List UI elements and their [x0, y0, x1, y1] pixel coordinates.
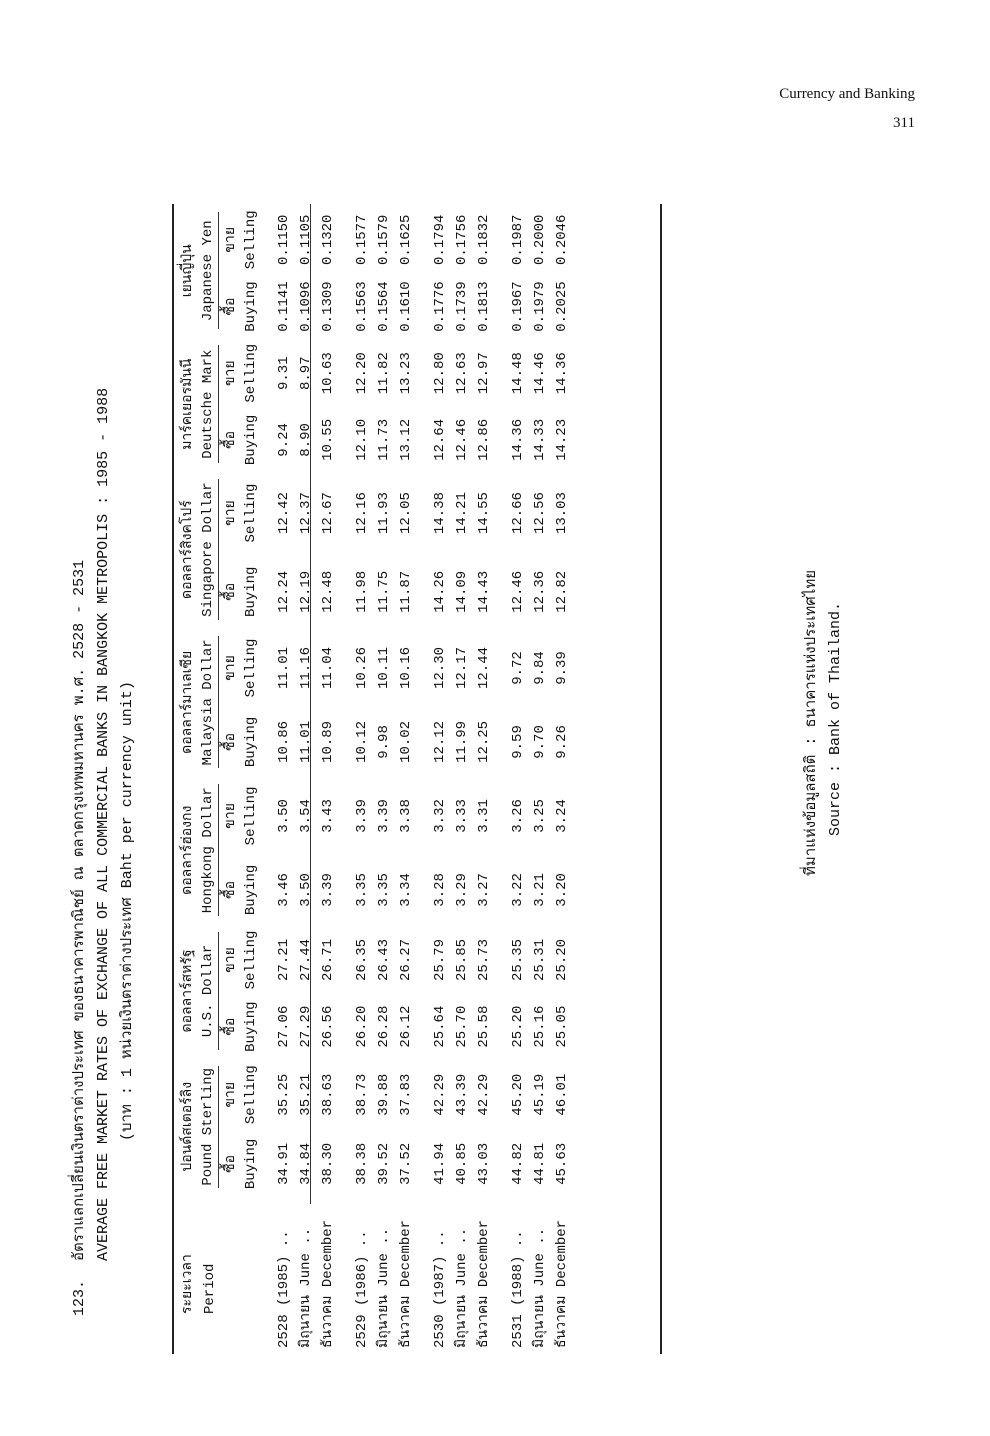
buying-rate-cell: 12.46 — [510, 570, 526, 613]
selling-rate-cell: 27.21 — [276, 938, 292, 981]
currency-header-thai: ดอลลาร์สหรัฐ — [180, 949, 196, 1033]
selling-rate-cell: 3.31 — [476, 799, 492, 833]
selling-rate-cell: 0.1579 — [376, 214, 392, 265]
buying-rate-cell: 12.10 — [354, 418, 370, 461]
buying-rate-cell: 13.12 — [398, 418, 414, 461]
buying-rate-cell: 11.99 — [454, 720, 470, 763]
buying-rate-cell: 3.27 — [476, 873, 492, 907]
buying-rate-cell: 3.29 — [454, 873, 470, 907]
buying-rate-cell: 43.03 — [476, 1142, 492, 1185]
buying-rate-cell: 10.89 — [320, 720, 336, 763]
buying-rate-cell: 12.25 — [476, 720, 492, 763]
buying-rate-cell: 11.75 — [376, 570, 392, 613]
selling-rate-cell: 35.25 — [276, 1073, 292, 1116]
page-number: 311 — [893, 114, 915, 131]
selling-rate-cell: 12.56 — [532, 492, 548, 535]
buying-rate-cell: 11.87 — [398, 570, 414, 613]
table-body — [261, 204, 573, 1354]
buying-rate-cell: 3.20 — [554, 873, 570, 907]
buying-rate-cell: 3.21 — [532, 873, 548, 907]
selling-rate-cell: 0.2000 — [532, 214, 548, 265]
selling-rate-cell: 12.37 — [298, 492, 314, 535]
buying-rate-cell: 3.50 — [298, 873, 314, 907]
selling-rate-cell: 0.1320 — [320, 214, 336, 265]
period-cell: มิถุนายน June .. — [532, 1227, 548, 1348]
buying-rate-cell: 0.1563 — [354, 281, 370, 332]
buying-rate-cell: 12.36 — [532, 570, 548, 613]
selling-rate-cell: 12.20 — [354, 352, 370, 395]
currency-header-thai: ปอนด์สเตอร์ลิง — [180, 1081, 196, 1172]
sell-label: Selling — [243, 343, 259, 403]
sell-label: Selling — [243, 1065, 259, 1125]
buying-rate-cell: 12.82 — [554, 570, 570, 613]
selling-rate-cell: 25.20 — [554, 938, 570, 981]
selling-rate-cell: 9.31 — [276, 356, 292, 391]
buying-rate-cell: 27.29 — [298, 1005, 314, 1048]
buying-rate-cell: 12.12 — [432, 720, 448, 763]
sell-label: Selling — [243, 638, 259, 698]
currency-header-thai: ดอลลาร์สิงคโปร์ — [180, 500, 196, 599]
currency-header-thai: ดอลลาร์ฮ่องกง — [180, 805, 196, 895]
buying-rate-cell: 25.05 — [554, 1005, 570, 1048]
buying-rate-cell: 3.39 — [320, 873, 336, 907]
header-row-english — [198, 204, 221, 1354]
selling-rate-cell: 9.39 — [554, 651, 570, 685]
selling-rate-cell: 12.42 — [276, 492, 292, 535]
currency-name: Deutsche Mark — [200, 349, 216, 459]
sell-label-thai: ขาย — [223, 947, 239, 973]
selling-rate-cell: 26.35 — [354, 938, 370, 981]
selling-rate-cell: 3.24 — [554, 799, 570, 833]
spacer-cell — [417, 204, 429, 1354]
buying-rate-cell: 0.1979 — [532, 281, 548, 332]
table-row — [451, 204, 473, 1354]
currency-name: Singapore Dollar — [200, 482, 216, 617]
buy-label: Buying — [243, 566, 259, 618]
selling-rate-cell: 11.82 — [376, 352, 392, 395]
buying-rate-cell: 3.35 — [354, 873, 370, 907]
buy-label-thai: ซื้อ — [223, 1154, 239, 1173]
selling-rate-cell: 9.84 — [532, 651, 548, 685]
buying-rate-cell: 0.1776 — [432, 281, 448, 332]
currency-underline — [218, 345, 219, 462]
buying-rate-cell: 25.64 — [432, 1005, 448, 1048]
selling-rate-cell: 12.17 — [454, 646, 470, 689]
table-row — [473, 204, 495, 1354]
table-row — [551, 204, 573, 1354]
selling-rate-cell: 25.73 — [476, 938, 492, 981]
spacer-cell — [339, 204, 351, 1354]
selling-rate-cell: 25.35 — [510, 938, 526, 981]
buying-rate-cell: 26.20 — [354, 1005, 370, 1048]
buying-rate-cell: 26.12 — [398, 1005, 414, 1048]
selling-rate-cell: 14.46 — [532, 352, 548, 395]
currency-underline — [218, 784, 219, 916]
period-cell: 2529 (1986) .. — [354, 1230, 370, 1348]
buying-rate-cell: 14.09 — [454, 570, 470, 613]
selling-rate-cell: 11.93 — [376, 492, 392, 535]
selling-rate-cell: 43.39 — [454, 1073, 470, 1116]
buying-rate-cell: 25.20 — [510, 1005, 526, 1048]
buying-rate-cell: 0.1610 — [398, 281, 414, 332]
currency-header-thai: ดอลลาร์มาเลเซีย — [180, 650, 196, 754]
buy-label-thai: ซื้อ — [223, 1017, 239, 1036]
buying-rate-cell: 10.02 — [398, 720, 414, 763]
selling-rate-cell: 0.1577 — [354, 214, 370, 265]
buy-label-thai: ซื้อ — [223, 880, 239, 899]
buying-rate-cell: 9.26 — [554, 725, 570, 759]
buying-rate-cell: 14.43 — [476, 570, 492, 613]
buying-rate-cell: 39.52 — [376, 1142, 392, 1185]
sell-label-thai: ขาย — [223, 655, 239, 681]
period-cell: มิถุนายน June .. — [376, 1227, 392, 1348]
selling-rate-cell: 12.63 — [454, 352, 470, 395]
buying-rate-cell: 25.58 — [476, 1005, 492, 1048]
buying-rate-cell: 12.19 — [298, 570, 314, 613]
period-cell: มิถุนายน June .. — [454, 1227, 470, 1348]
selling-rate-cell: 14.38 — [432, 492, 448, 535]
buying-rate-cell: 0.1141 — [276, 281, 292, 332]
buying-rate-cell: 10.12 — [354, 720, 370, 763]
buying-rate-cell: 14.26 — [432, 570, 448, 613]
buying-rate-cell: 8.90 — [298, 423, 314, 457]
buying-rate-cell: 34.84 — [298, 1142, 314, 1185]
currency-underline — [218, 479, 219, 620]
sell-label: Selling — [243, 786, 259, 846]
sell-label-thai: ขาย — [223, 226, 239, 253]
buying-rate-cell: 34.91 — [276, 1142, 292, 1185]
selling-rate-cell: 26.43 — [376, 938, 392, 981]
buying-rate-cell: 3.28 — [432, 873, 448, 907]
selling-rate-cell: 12.66 — [510, 492, 526, 535]
sell-label-thai: ขาย — [223, 360, 239, 387]
selling-rate-cell: 27.44 — [298, 938, 314, 981]
selling-rate-cell: 0.1756 — [454, 214, 470, 265]
buying-rate-cell: 0.1096 — [298, 281, 314, 332]
selling-rate-cell: 0.1150 — [276, 214, 292, 265]
buying-rate-cell: 12.86 — [476, 418, 492, 461]
currency-header-english — [198, 337, 221, 470]
buying-rate-cell: 9.59 — [510, 725, 526, 759]
buy-label: Buying — [243, 414, 259, 466]
table-row — [351, 204, 373, 1354]
buying-rate-cell: 27.06 — [276, 1005, 292, 1048]
selling-rate-cell: 9.72 — [510, 651, 526, 685]
selling-rate-cell: 3.26 — [510, 799, 526, 833]
table-row — [373, 204, 395, 1354]
section-title: Currency and Banking — [779, 86, 915, 102]
buying-rate-cell: 0.2025 — [554, 281, 570, 332]
sell-label-thai: ขาย — [223, 803, 239, 829]
buying-rate-cell: 25.16 — [532, 1005, 548, 1048]
selling-rate-cell: 11.16 — [298, 646, 314, 689]
sell-label-thai: ขาย — [223, 1081, 239, 1108]
selling-rate-cell: 3.38 — [398, 799, 414, 833]
buying-rate-cell: 3.46 — [276, 873, 292, 907]
selling-rate-cell: 25.79 — [432, 938, 448, 981]
selling-rate-cell: 39.88 — [376, 1073, 392, 1116]
selling-rate-cell: 12.80 — [432, 352, 448, 395]
buying-rate-cell: 41.94 — [432, 1142, 448, 1185]
table-number: 123. — [71, 1279, 88, 1316]
sell-label: Selling — [243, 210, 259, 270]
currency-name: Pound Sterling — [200, 1068, 216, 1186]
buy-label-thai: ซื้อ — [223, 582, 239, 601]
currency-underline — [218, 932, 219, 1049]
selling-rate-cell: 0.1625 — [398, 214, 414, 265]
selling-rate-cell: 3.25 — [532, 799, 548, 833]
currency-header-english — [198, 471, 221, 628]
table-row — [529, 204, 551, 1354]
source-thai: ที่มาแห่งข้อมูลสถิติ : ธนาคารแห่งประเทศไทย — [803, 569, 820, 876]
selling-rate-cell: 14.48 — [510, 352, 526, 395]
sell-label-thai: ขาย — [223, 500, 239, 526]
header-row-buy-sell-english — [241, 204, 261, 1354]
selling-rate-cell: 12.67 — [320, 492, 336, 535]
selling-rate-cell: 12.30 — [432, 646, 448, 689]
selling-rate-cell: 13.23 — [398, 352, 414, 395]
buy-label: Buying — [243, 1138, 259, 1190]
selling-rate-cell: 12.05 — [398, 492, 414, 535]
selling-rate-cell: 14.36 — [554, 352, 570, 395]
buy-label-thai: ซื้อ — [223, 297, 239, 316]
buying-rate-cell: 0.1739 — [454, 281, 470, 332]
buy-label-thai: ซื้อ — [223, 430, 239, 449]
currency-header-thai: เยนญี่ปุ่น — [180, 244, 196, 298]
table-row — [429, 204, 451, 1354]
selling-rate-cell: 38.73 — [354, 1073, 370, 1116]
selling-rate-cell: 0.2046 — [554, 214, 570, 265]
currency-underline — [218, 212, 219, 329]
selling-rate-cell: 42.29 — [432, 1073, 448, 1116]
selling-rate-cell: 10.26 — [354, 646, 370, 689]
selling-rate-cell: 3.32 — [432, 799, 448, 833]
selling-rate-cell: 45.19 — [532, 1073, 548, 1116]
buying-rate-cell: 11.73 — [376, 418, 392, 461]
table-top-rule — [172, 204, 174, 1354]
selling-rate-cell: 0.1105 — [298, 214, 314, 265]
selling-rate-cell: 46.01 — [554, 1073, 570, 1116]
selling-rate-cell: 25.31 — [532, 938, 548, 981]
source-english: Source : Bank of Thailand. — [827, 601, 844, 836]
buying-rate-cell: 3.22 — [510, 873, 526, 907]
exchange-rate-table — [178, 204, 573, 1354]
empty-header — [221, 1196, 241, 1354]
currency-header-english — [198, 776, 221, 924]
selling-rate-cell: 11.04 — [320, 646, 336, 689]
currency-underline — [218, 1066, 219, 1188]
selling-rate-cell: 3.39 — [376, 799, 392, 833]
selling-rate-cell: 12.44 — [476, 646, 492, 689]
selling-rate-cell: 12.97 — [476, 352, 492, 395]
group-spacer — [339, 204, 351, 1354]
period-cell: มิถุนายน June .. — [298, 1227, 314, 1348]
buying-rate-cell: 12.64 — [432, 418, 448, 461]
buying-rate-cell: 38.38 — [354, 1142, 370, 1185]
title-unit: (บาท : 1 หน่วยเงินตราต่างประเทศ Baht per currency unit) — [119, 681, 136, 1141]
table-row — [273, 204, 295, 1354]
title-english: AVERAGE FREE MARKET RATES OF EXCHANGE OF ALL COMMERCIAL BANKS IN BANGKOK METROPOLIS : 1985 - 1988 — [95, 387, 112, 1261]
table-row — [395, 204, 417, 1354]
currency-header-english — [198, 1058, 221, 1196]
buy-label: Buying — [243, 864, 259, 916]
group-spacer — [417, 204, 429, 1354]
currency-name: Japanese Yen — [200, 220, 216, 322]
buying-rate-cell: 37.52 — [398, 1142, 414, 1185]
selling-rate-cell: 3.54 — [298, 799, 314, 833]
buying-rate-cell: 25.70 — [454, 1005, 470, 1048]
buying-rate-cell: 12.48 — [320, 570, 336, 613]
group-spacer — [261, 204, 273, 1354]
buying-rate-cell: 3.34 — [398, 873, 414, 907]
buying-rate-cell: 0.1564 — [376, 281, 392, 332]
header-row-thai — [178, 204, 198, 1354]
buy-label-thai: ซื้อ — [223, 732, 239, 751]
selling-rate-cell: 14.21 — [454, 492, 470, 535]
buying-rate-cell: 14.36 — [510, 418, 526, 461]
selling-rate-cell: 12.16 — [354, 492, 370, 535]
table-row — [317, 204, 339, 1354]
currency-name: U.S. Dollar — [200, 944, 216, 1038]
selling-rate-cell: 3.39 — [354, 799, 370, 833]
currency-underline — [218, 636, 219, 768]
period-header-thai: ระยะเวลา — [180, 1254, 196, 1314]
table-row — [295, 204, 317, 1354]
buy-label: Buying — [243, 281, 259, 332]
spacer-cell — [261, 204, 273, 1354]
selling-rate-cell: 42.29 — [476, 1073, 492, 1116]
period-cell: 2530 (1987) .. — [432, 1230, 448, 1348]
selling-rate-cell: 35.21 — [298, 1073, 314, 1116]
buying-rate-cell: 3.35 — [376, 873, 392, 907]
empty-header — [241, 1196, 261, 1354]
period-cell: ธันวาคม December — [554, 1219, 570, 1348]
buying-rate-cell: 40.85 — [454, 1142, 470, 1185]
buying-rate-cell: 26.28 — [376, 1005, 392, 1048]
currency-name: Hongkong Dollar — [200, 787, 216, 914]
buying-rate-cell: 14.33 — [532, 418, 548, 461]
header-row-buy-sell-thai — [221, 204, 241, 1354]
selling-rate-cell: 0.1987 — [510, 214, 526, 265]
buying-rate-cell: 26.56 — [320, 1005, 336, 1048]
selling-rate-cell: 3.50 — [276, 799, 292, 833]
buying-rate-cell: 9.24 — [276, 423, 292, 457]
period-cell: ธันวาคม December — [320, 1219, 336, 1348]
spacer-cell — [495, 204, 507, 1354]
source-note — [800, 570, 848, 876]
selling-rate-cell: 38.63 — [320, 1073, 336, 1116]
buying-rate-cell: 44.82 — [510, 1142, 526, 1185]
buying-rate-cell: 0.1813 — [476, 281, 492, 332]
buying-rate-cell: 10.86 — [276, 720, 292, 763]
selling-rate-cell: 11.01 — [276, 646, 292, 689]
buying-rate-cell: 0.1967 — [510, 281, 526, 332]
selling-rate-cell: 0.1832 — [476, 214, 492, 265]
period-cell: 2531 (1988) .. — [510, 1230, 526, 1348]
group-spacer — [495, 204, 507, 1354]
selling-rate-cell: 3.33 — [454, 799, 470, 833]
selling-rate-cell: 3.43 — [320, 799, 336, 833]
table-title — [68, 31, 140, 1316]
buying-rate-cell: 9.70 — [532, 725, 548, 759]
currency-header-english — [198, 204, 221, 337]
period-cell: ธันวาคม December — [476, 1219, 492, 1348]
buying-rate-cell: 10.55 — [320, 418, 336, 461]
selling-rate-cell: 0.1794 — [432, 214, 448, 265]
selling-rate-cell: 10.11 — [376, 646, 392, 689]
buying-rate-cell: 12.24 — [276, 570, 292, 613]
selling-rate-cell: 45.20 — [510, 1073, 526, 1116]
sell-label: Selling — [243, 930, 259, 990]
table-row — [507, 204, 529, 1354]
sell-label: Selling — [243, 483, 259, 543]
selling-rate-cell: 10.63 — [320, 352, 336, 395]
buy-label: Buying — [243, 1001, 259, 1052]
buying-rate-cell: 0.1309 — [320, 281, 336, 332]
selling-rate-cell: 26.71 — [320, 938, 336, 981]
buying-rate-cell: 44.81 — [532, 1142, 548, 1185]
period-header-english: Period — [201, 1263, 218, 1314]
buying-rate-cell: 12.46 — [454, 418, 470, 461]
selling-rate-cell: 14.55 — [476, 492, 492, 535]
currency-header-english — [198, 628, 221, 776]
period-cell: ธันวาคม December — [398, 1219, 414, 1348]
selling-rate-cell: 10.16 — [398, 646, 414, 689]
period-cell: 2528 (1985) .. — [276, 1230, 292, 1348]
currency-header-thai: มาร์คเยอรมันนี — [180, 358, 196, 450]
buy-label: Buying — [243, 716, 259, 768]
buying-rate-cell: 38.30 — [320, 1142, 336, 1185]
table-bottom-rule — [660, 204, 662, 1354]
title-thai: อัตราแลกเปลี่ยนเงินตราต่างประเทศ ของธนาคารพาณิชย์ ณ ตลาดกรุงเทพมหานคร พ.ศ. 2528 - 2531 — [71, 559, 88, 1261]
selling-rate-cell: 25.85 — [454, 938, 470, 981]
buying-rate-cell: 9.98 — [376, 725, 392, 759]
buying-rate-cell: 14.23 — [554, 418, 570, 461]
buying-rate-cell: 45.63 — [554, 1142, 570, 1185]
currency-name: Malaysia Dollar — [200, 639, 216, 766]
selling-rate-cell: 37.83 — [398, 1073, 414, 1116]
selling-rate-cell: 26.27 — [398, 938, 414, 981]
buying-rate-cell: 11.01 — [298, 720, 314, 763]
buying-rate-cell: 11.98 — [354, 570, 370, 613]
selling-rate-cell: 8.97 — [298, 356, 314, 391]
selling-rate-cell: 13.03 — [554, 492, 570, 535]
currency-header-english — [198, 924, 221, 1057]
